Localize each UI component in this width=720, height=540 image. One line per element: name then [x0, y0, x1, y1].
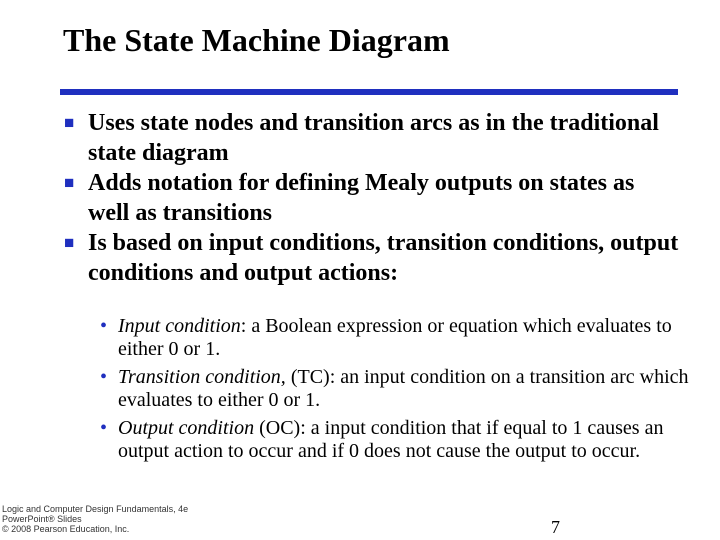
dot-bullet-icon: •: [100, 315, 108, 337]
sub-bullet-text: (OC): a input condition that if equal to 1 causes an output action to occur and if 0 does not cause the output to occur.: [118, 417, 664, 462]
sub-bullet-text: (TC): an input condition on a transition arc which evaluates to either 0 or 1.: [118, 366, 689, 411]
square-bullet-icon: ■: [64, 113, 75, 132]
title-underline-bar: [60, 89, 678, 95]
square-bullet-icon: ■: [64, 233, 75, 252]
square-bullet-icon: ■: [64, 173, 75, 192]
bullet-text: Uses state nodes and transition arcs as in the traditional state diagram: [88, 110, 659, 166]
bullet-item: [60, 168, 680, 228]
slide-footer: [2, 504, 188, 534]
main-bullet-list: [60, 108, 680, 288]
bullet-text: Is based on input conditions, transition conditions, output conditions and output actions:: [88, 230, 679, 286]
dot-bullet-icon: •: [100, 417, 108, 439]
footer-line: PowerPoint® Slides: [2, 514, 82, 524]
sub-bullet-term: Output condition: [118, 417, 255, 439]
sub-bullet-list: [100, 315, 690, 468]
bullet-item: [60, 108, 680, 168]
dot-bullet-icon: •: [100, 366, 108, 388]
bullet-item: [60, 228, 680, 288]
sub-bullet-item: [100, 366, 690, 411]
sub-bullet-item: [100, 315, 690, 360]
sub-bullet-term: Input condition: [118, 315, 241, 337]
sub-bullet-item: [100, 417, 690, 462]
sub-bullet-term: Transition condition,: [118, 366, 286, 388]
footer-line: Logic and Computer Design Fundamentals, 4e: [2, 504, 189, 514]
page-number: 7: [551, 517, 560, 537]
bullet-text: Adds notation for defining Mealy outputs on states as well as transitions: [88, 170, 635, 226]
footer-line: © 2008 Pearson Education, Inc.: [2, 524, 130, 534]
slide-title: The State Machine Diagram: [63, 22, 450, 58]
sub-bullet-text: : a Boolean expression or equation which evaluates to either 0 or 1.: [118, 315, 672, 360]
